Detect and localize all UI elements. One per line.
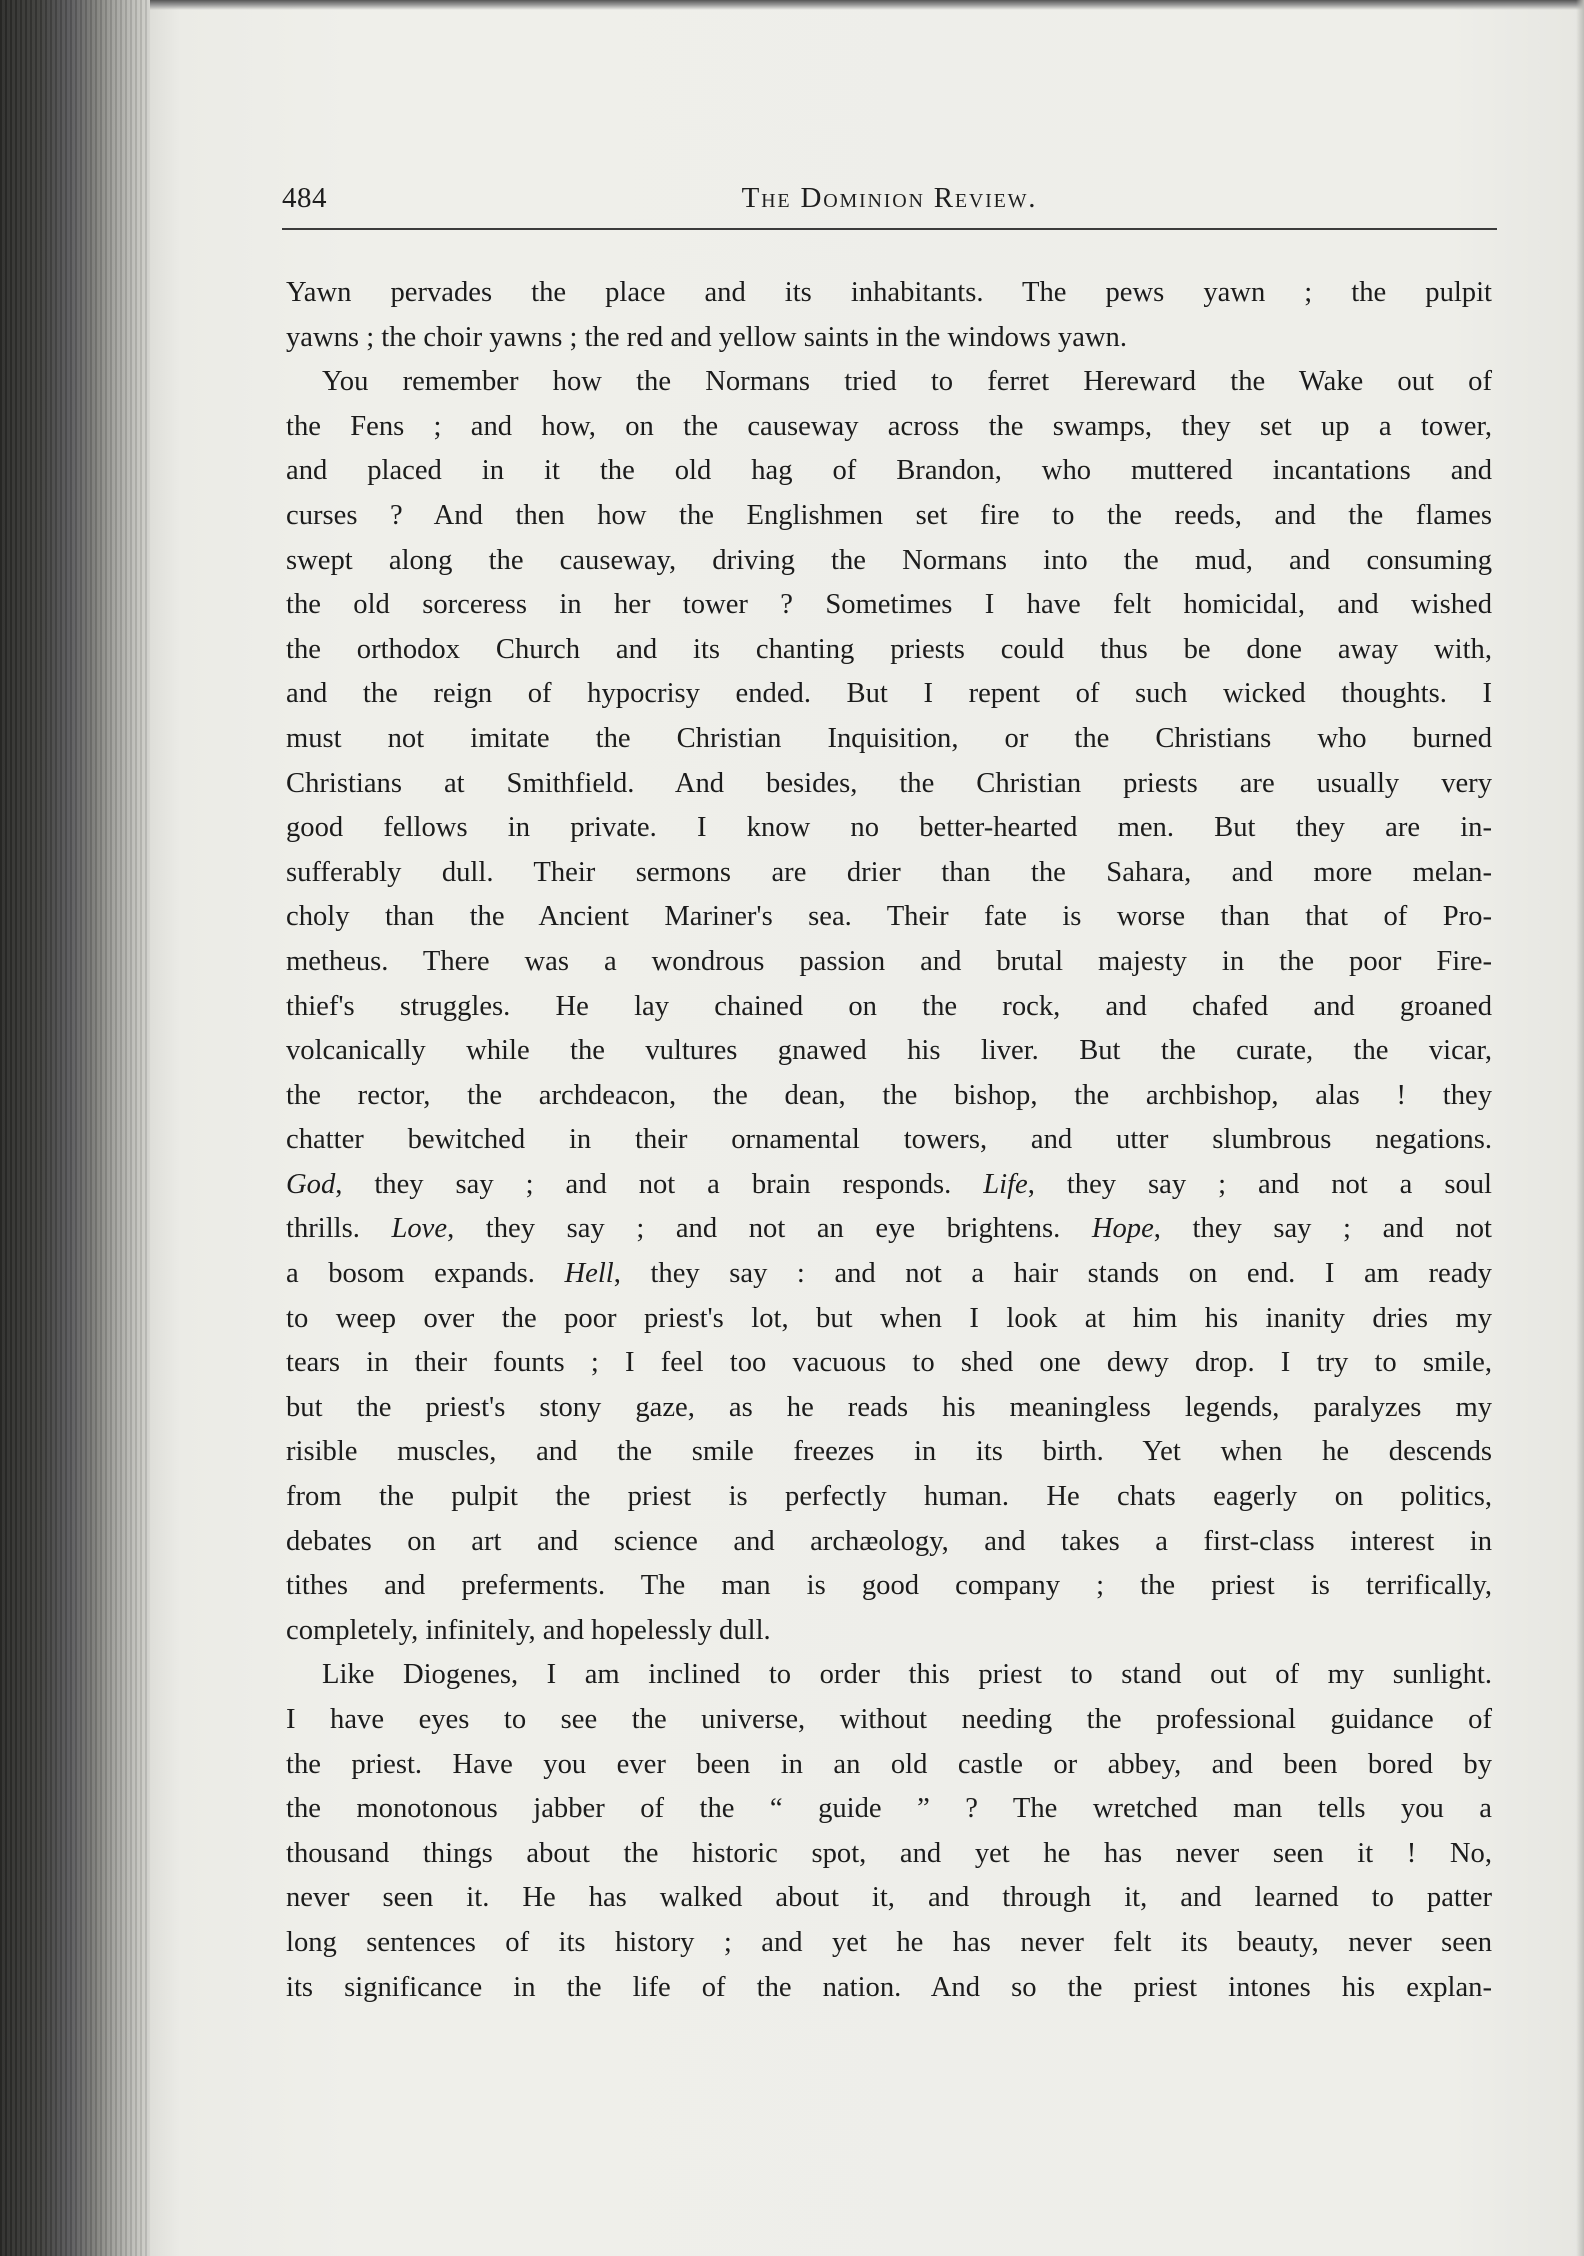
page-right-edge xyxy=(1576,0,1584,2256)
text-line: tears in their founts ; I feel too vacuous to shed one dewy drop. I try to smile, xyxy=(286,1347,1492,1379)
text-line: Christians at Smithfield. And besides, the Christian priests are usually very xyxy=(286,767,1492,799)
text-line: from the pulpit the priest is perfectly human. He chats eagerly on politics, xyxy=(286,1481,1492,1513)
text-line: Yawn pervades the place and its inhabitants. The pews yawn ; the pulpit xyxy=(286,277,1492,308)
text-run: , they say : and not a hair stands on end. I am ready xyxy=(613,1258,1492,1290)
journal-title: The Dominion Review. xyxy=(741,182,1038,214)
text-line: and placed in it the old hag of Brandon, who muttered incantations and xyxy=(286,455,1492,487)
text-line: its significance in the life of the nation. And so the priest intones his explan- xyxy=(286,1971,1492,2003)
text-line: Like Diogenes, I am inclined to order this priest to stand out of my sunlight. xyxy=(322,1659,1492,1691)
text-line: tithes and preferments. The man is good company ; the priest is terrifically, xyxy=(286,1570,1492,1602)
text-run: thrills. xyxy=(286,1213,392,1245)
text-line: the Fens ; and how, on the causeway across the swamps, they set up a tower, xyxy=(286,410,1492,442)
text-line: the monotonous jabber of the “ guide ” ? The wretched man tells you a xyxy=(286,1793,1492,1825)
text-line xyxy=(286,1207,1492,1252)
text-line: good fellows in private. I know no better-hearted men. But they are in- xyxy=(286,812,1492,844)
text-line xyxy=(286,1163,1492,1208)
text-line: the rector, the archdeacon, the dean, the bishop, the archbishop, alas ! they xyxy=(286,1079,1492,1111)
italic-word: Hell xyxy=(564,1258,614,1290)
text-line: swept along the causeway, driving the Normans into the mud, and consuming xyxy=(286,544,1492,576)
text-line: volcanically while the vultures gnawed his liver. But the curate, the vicar, xyxy=(286,1035,1492,1067)
text-run: , they say ; and not xyxy=(1153,1213,1492,1245)
text-line: debates on art and science and archæology, and takes a first-class interest in xyxy=(286,1525,1492,1557)
text-line: never seen it. He has walked about it, and through it, and learned to patter xyxy=(286,1882,1492,1914)
italic-word: Life xyxy=(983,1168,1028,1200)
article-text xyxy=(286,271,1492,2010)
text-line: curses ? And then how the Englishmen set fire to the reeds, and the flames xyxy=(286,499,1492,531)
text-line: yawns ; the choir yawns ; the red and yellow saints in the windows yawn. xyxy=(286,321,1127,353)
text-line: risible muscles, and the smile freezes in its birth. Yet when he descends xyxy=(286,1436,1492,1468)
page-top-edge xyxy=(150,0,1584,10)
text-run: , they say ; and not an eye brightens. xyxy=(447,1213,1092,1245)
text-line: the old sorceress in her tower ? Sometimes I have felt homicidal, and wished xyxy=(286,589,1492,621)
italic-word: Love xyxy=(391,1213,448,1245)
text-line: completely, infinitely, and hopelessly dull. xyxy=(286,1614,771,1646)
text-line: sufferably dull. Their sermons are drier than the Sahara, and more melan- xyxy=(286,856,1492,888)
page-number: 484 xyxy=(282,182,327,214)
text-line: but the priest's stony gaze, as he reads his meaningless legends, paralyzes my xyxy=(286,1391,1492,1423)
text-line: the orthodox Church and its chanting priests could thus be done away with, xyxy=(286,633,1492,665)
text-line: and the reign of hypocrisy ended. But I repent of such wicked thoughts. I xyxy=(286,678,1492,710)
text-run: , they say ; and not a soul xyxy=(1027,1168,1492,1200)
italic-word: God xyxy=(286,1168,336,1200)
text-line: choly than the Ancient Mariner's sea. Their fate is worse than that of Pro- xyxy=(286,901,1492,933)
text-run: a bosom expands. xyxy=(286,1258,565,1290)
text-line: must not imitate the Christian Inquisition, or the Christians who burned xyxy=(286,722,1492,754)
header-rule xyxy=(282,228,1497,230)
text-line: metheus. There was a wondrous passion and brutal majesty in the poor Fire- xyxy=(286,945,1492,977)
text-line xyxy=(286,1252,1492,1297)
text-line: the priest. Have you ever been in an old castle or abbey, and been bored by xyxy=(286,1748,1492,1780)
text-line: thousand things about the historic spot, and yet he has never seen it ! No, xyxy=(286,1837,1492,1869)
text-line: thief's struggles. He lay chained on the rock, and chafed and groaned xyxy=(286,990,1492,1022)
book-binding xyxy=(0,0,160,2256)
text-line: You remember how the Normans tried to ferret Hereward the Wake out of xyxy=(322,366,1492,398)
text-line: chatter bewitched in their ornamental towers, and utter slumbrous negations. xyxy=(286,1124,1492,1156)
running-head xyxy=(282,182,1497,226)
italic-word: Hope xyxy=(1091,1213,1154,1245)
text-line: I have eyes to see the universe, without needing the professional guidance of xyxy=(286,1704,1492,1735)
text-line: to weep over the poor priest's lot, but when I look at him his inanity dries my xyxy=(286,1302,1492,1334)
text-line: long sentences of its history ; and yet he has never felt its beauty, never seen xyxy=(286,1926,1492,1958)
text-run: , they say ; and not a brain responds. xyxy=(335,1168,984,1200)
